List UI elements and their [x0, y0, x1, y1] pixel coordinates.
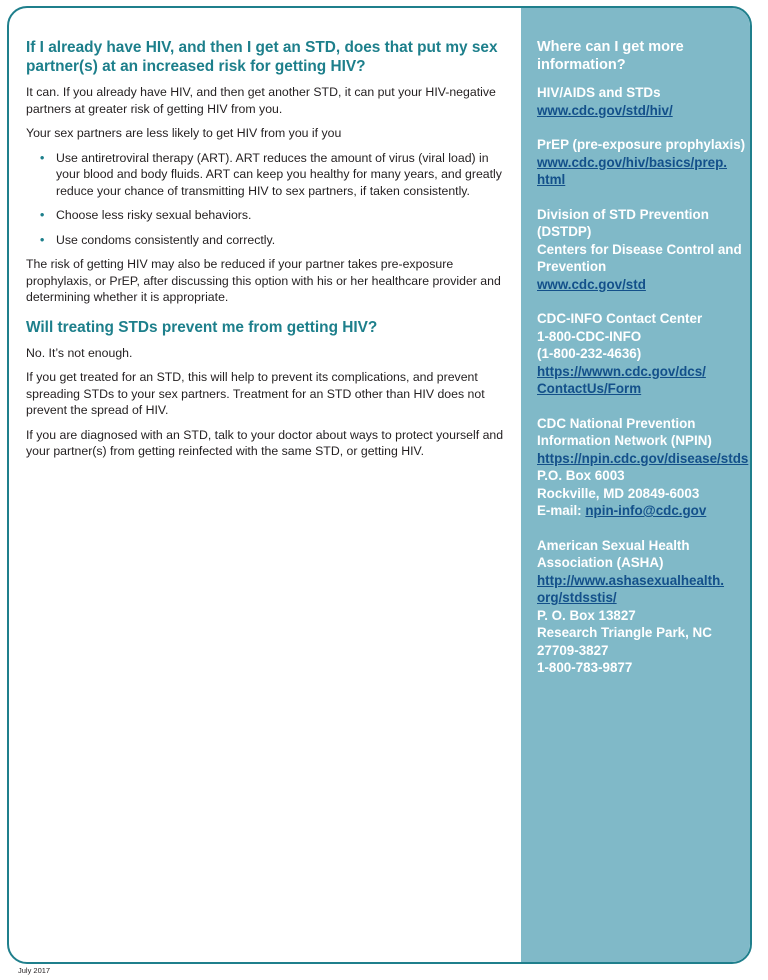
resource-label: CDC National Prevention [537, 415, 696, 431]
main-content [26, 38, 504, 468]
sidebar-more-information [521, 8, 750, 962]
question-treating-stds-heading: Will treating STDs prevent me from getting HIV? [26, 318, 378, 336]
prep-link[interactable]: www.cdc.gov/hiv/basics/prep. [537, 154, 728, 170]
sidebar-heading: Where can I get more information? [537, 39, 684, 73]
resource-npin [537, 415, 749, 520]
intro-paragraph: Your sex partners are less likely to get HIV from you if you [26, 126, 342, 140]
resource-label: Centers for Disease Control and [537, 241, 742, 257]
list-item [26, 207, 504, 224]
answer-paragraph: It can. If you already have HIV, and then get another STD, it can put your HIV-negative partners at greater risk of getting HIV from you. [26, 85, 496, 116]
resource-asha [537, 537, 746, 677]
mailing-address: P. O. Box 13827 [537, 607, 636, 623]
mailing-address: Rockville, MD 20849-6003 [537, 485, 700, 501]
hiv-std-link[interactable]: www.cdc.gov/std/hiv/ [537, 102, 673, 118]
bullet-icon: • [40, 232, 45, 247]
mailing-address: 27709-3827 [537, 642, 609, 658]
list-item-text: Use condoms consistently and correctly. [56, 232, 276, 247]
risk-reduction-list [26, 150, 504, 249]
mailing-address: P.O. Box 6003 [537, 468, 625, 483]
resource-label: Information Network (NPIN) [537, 433, 712, 448]
phone-number: (1-800-232-4636) [537, 346, 642, 361]
prep-link-continued[interactable]: html [537, 172, 566, 187]
dstdp-link[interactable]: www.cdc.gov/std [537, 276, 646, 292]
resource-hiv-aids [537, 84, 746, 119]
short-answer-paragraph: No. It’s not enough. [26, 345, 133, 360]
publication-date: July 2017 [18, 966, 51, 975]
phone-number: 1-800-783-9877 [537, 660, 633, 675]
contact-form-link-continued[interactable]: ContactUs/Form [537, 381, 642, 396]
list-item-text: Use antiretroviral therapy (ART). ART reduces the amount of virus (viral load) in your blood and body fluids. ART can keep you healthy for many years, and greatly reduce your chance of transmitting HIV to sex partners, if taken consistently. [56, 150, 502, 198]
bullet-icon: • [40, 208, 45, 222]
page-frame [7, 6, 752, 964]
npin-email-link[interactable]: npin-info@cdc.gov [585, 503, 707, 518]
resource-dstdp [537, 206, 746, 294]
mailing-address: Research Triangle Park, NC [537, 625, 712, 640]
npin-link[interactable]: https://npin.cdc.gov/disease/stds [537, 450, 749, 466]
prep-paragraph: The risk of getting HIV may also be reduced if your partner takes pre-exposure prophylaxis, or PrEP, after discussing this option with his or her healthcare provider and determining whether it is appropriate. [26, 257, 501, 304]
resource-label: PrEP (pre-exposure prophylaxis) [537, 137, 746, 152]
asha-link[interactable]: http://www.ashasexualhealth. [537, 572, 725, 588]
resource-label: CDC-INFO Contact Center [537, 311, 703, 326]
resource-label: Prevention [537, 259, 607, 274]
resource-prep [537, 136, 746, 189]
email-label: E-mail: [537, 503, 586, 518]
list-item [26, 232, 504, 249]
resource-label: American Sexual Health [537, 537, 690, 553]
resource-cdc-info [537, 310, 746, 398]
resource-label: HIV/AIDS and STDs [537, 85, 661, 100]
resource-label: (DSTDP) [537, 224, 592, 239]
question-hiv-std-risk-heading: If I already have HIV, and then I get an STD, does that put my sex partner(s) at an increased risk for getting HIV? [26, 39, 498, 75]
resource-label: Association (ASHA) [537, 555, 664, 570]
bullet-icon: • [40, 150, 45, 165]
list-item [26, 150, 504, 200]
diagnosis-paragraph: If you are diagnosed with an STD, talk to your doctor about ways to protect yourself and your partner(s) from getting reinfected with the same STD, or getting HIV. [26, 427, 504, 458]
resource-label: Division of STD Prevention [537, 206, 709, 222]
treatment-paragraph: If you get treated for an STD, this will help to prevent its complications, and prevent spreading STDs to your sex partners. Treatment for an STD other than HIV does not prevent the spread of HIV. [26, 370, 485, 417]
list-item-text: Choose less risky sexual behaviors. [56, 208, 252, 222]
phone-number: 1-800-CDC-INFO [537, 328, 642, 344]
contact-form-link[interactable]: https://wwwn.cdc.gov/dcs/ [537, 363, 706, 379]
asha-link-continued[interactable]: org/stdsstis/ [537, 590, 617, 605]
